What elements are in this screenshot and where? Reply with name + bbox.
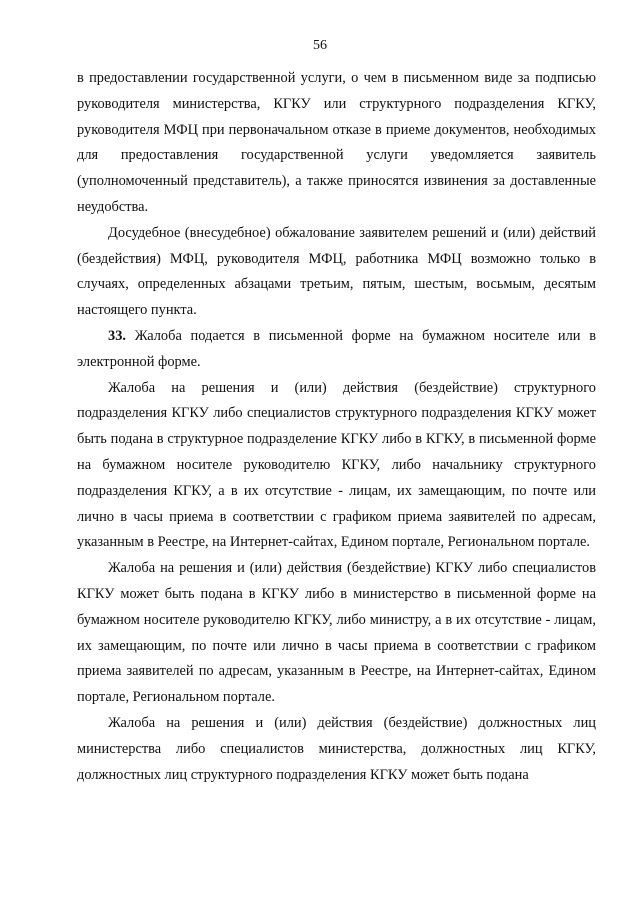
page-number: 56: [313, 38, 327, 53]
item-number: 33.: [108, 327, 126, 344]
body-text: [77, 66, 596, 788]
paragraph-complaint-officials: Жалоба на решения и (или) действия (бездействие) должностных лиц министерства либо специалистов министерства, должностных лиц КГКУ, должностных лиц структурного подразделения КГКУ может быть подана: [77, 714, 596, 783]
paragraph-item-33: [77, 324, 596, 376]
item-text: Жалоба подается в письменной форме на бумажном носителе или в электронной форме.: [77, 327, 596, 370]
paragraph-pretrial-appeal: Досудебное (внесудебное) обжалование заявителем решений и (или) действий (бездействия) МФЦ, руководителя МФЦ, работника МФЦ возможно только в случаях, определенных абзацами третьим, пятым, шестым, восьмым, десятым настоящего пункта.: [77, 224, 596, 319]
paragraph-complaint-structural-unit: Жалоба на решения и (или) действия (бездействие) структурного подразделения КГКУ либо специалистов структурного подразделения КГКУ может быть подана в структурное подразделение КГКУ либо в КГКУ, в письменной форме на бумажном носителе руководителю КГКУ, либо начальнику структурного подразделения КГКУ, а в их отсутствие - лицам, их замещающим, по почте или лично в часы приема в соответствии с графиком приема заявителей по адресам, указанным в Реестре, на Интернет-сайтах, Едином портале, Региональном портале.: [77, 379, 596, 551]
paragraph-complaint-kgku: Жалоба на решения и (или) действия (бездействие) КГКУ либо специалистов КГКУ может быть подана в КГКУ либо в министерство в письменной форме на бумажном носителе руководителю КГКУ, либо министру, а в их отсутствие - лицам, их замещающим, по почте или лично в часы приема в соответствии с графиком приема заявителей по адресам, указанным в Реестре, на Интернет-сайтах, Едином портале, Региональном портале.: [77, 560, 596, 706]
paragraph-continuation: в предоставлении государственной услуги, о чем в письменном виде за подписью руководителя министерства, КГКУ или структурного подразделения КГКУ, руководителя МФЦ при первоначальном отказе в приеме документов, необходимых для предоставления государственной услуги уведомляется заявитель (уполномоченный представитель), а также приносятся извинения за доставленные неудобства.: [77, 70, 596, 215]
